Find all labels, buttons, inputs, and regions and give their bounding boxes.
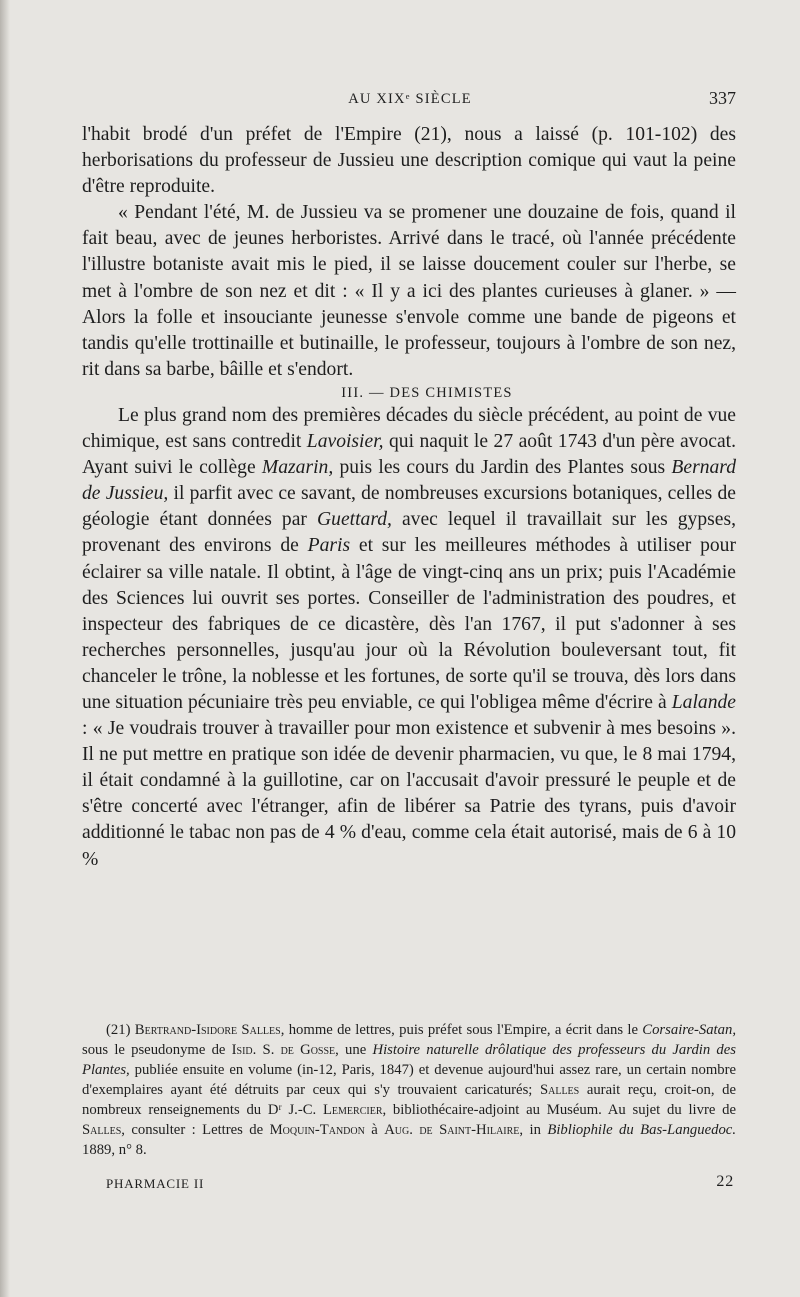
page-footer	[82, 1173, 736, 1195]
page-header	[80, 88, 740, 114]
section-heading: III. — DES CHIMISTES	[341, 384, 513, 401]
page-gutter-shadow	[0, 0, 10, 1297]
page-number: 337	[709, 88, 736, 108]
name-lavoisier: Lavoisier,	[306, 431, 384, 453]
running-head: AU XIXᵉ SIÈCLE	[348, 91, 472, 107]
paragraph-3: Le plus grand nom des premières décades du siècle précédent, au point de vue chimique, est sans contredit Lavoisier, qui naquit le 27 août 1743 d'un père avocat. Ayant suivi le collège Mazarin, puis les cours du Jardin des Plantes sous Bernard de Jussieu, il parfit avec ce savant, de nombreuses excursions botaniques, celles de géologie étant données par Guettard, avec lequel il travaillait sur les gypses, provenant des environs de Paris et sur les meilleures méthodes à utiliser pour éclairer sa ville natale. Il obtint, à l'âge de vingt-cinq ans un prix; puis l'Académie des Sciences lui ouvrit ses portes. Conseiller de l'administration des poudres, et inspecteur des fabriques de ce dicastère, dès l'an 1767, il put s'adonner à ses recherches personnelles, jusqu'au jour où la Révolution bouleversant tout, fit chanceler le trône, la noblesse et les fortunes, de sorte qu'il se trouva, dès lors dans une situation pécuniaire très peu enviable, ce qui l'obligea même d'écrire à Lalande : « Je voudrais trouver à travailler pour mon existence et subvenir à mes besoins ». Il ne put mettre en pratique son idée de devenir pharmacien, vu que, le 8 mai 1794, il était condamné à la guillotine, car on l'accusait d'avoir pressuré le peuple et de s'être concerté avec l'étranger, afin de libérer sa Patrie des tyrans, puis d'avoir additionné le tabac non pas de 4 % d'eau, comme cela était autorisé, mais de 6 à 10 %	[82, 404, 737, 870]
paragraph-1: l'habit brodé d'un préfet de l'Empire (21), nous a laissé (p. 101-102) des herborisations du professeur de Jussieu une description comique qui vaut la peine d'être reproduite.	[82, 124, 736, 198]
name-jussieu: Bernard de Jussieu,	[82, 457, 737, 505]
footnotes	[82, 1020, 736, 1160]
footnote-21: (21) Bertrand-Isidore Salles, homme de lettres, puis préfet sous l'Empire, a écrit dans le Corsaire-Satan, sous le pseudonyme de Isid. S. de Gosse, une Histoire naturelle drôlatique des professeurs du Jardin des Plantes, publiée ensuite en volume (in-12, Paris, 1847) et devenue aujourd'hui assez rare, un certain nombre d'exemplaires ayant été détruits par ceux qui s'y trouvaient caricaturés; Salles aurait reçu, croit-on, de nombreux renseignements du Dʳ J.-C. Lemercier, bibliothécaire-adjoint au Muséum. Au sujet du livre de Salles, consulter : Lettres de Moquin-Tandon à Aug. de Saint-Hilaire, in Bibliophile du Bas-Languedoc. 1889, n° 8.	[82, 1022, 736, 1158]
name-guettard: Guettard,	[317, 509, 392, 531]
signature-number: 22	[716, 1173, 734, 1190]
name-mazarin: Mazarin,	[261, 457, 334, 479]
signature-mark: PHARMACIE II	[106, 1176, 205, 1191]
paragraph-2-quote: « Pendant l'été, M. de Jussieu va se promener une douzaine de fois, quand il fait beau, avec de jeunes herboristes. Arrivé dans le tracé, où l'année précédente l'illustre botaniste avait mis le pied, il se laisse doucement couler sur l'herbe, se met à l'ombre de son nez et dit : « Il y a ici des plantes curieuses à glaner. » — Alors la folle et insouciante jeunesse s'envole comme une bande de pigeons et tandis qu'elle trottinaille et butinaille, le professeur, toujours à l'ombre de son nez, rit dans sa barbe, bâille et s'endort.	[82, 202, 736, 380]
body-text	[82, 122, 736, 873]
name-lalande: Lalande	[671, 691, 736, 713]
name-paris: Paris	[307, 535, 351, 557]
